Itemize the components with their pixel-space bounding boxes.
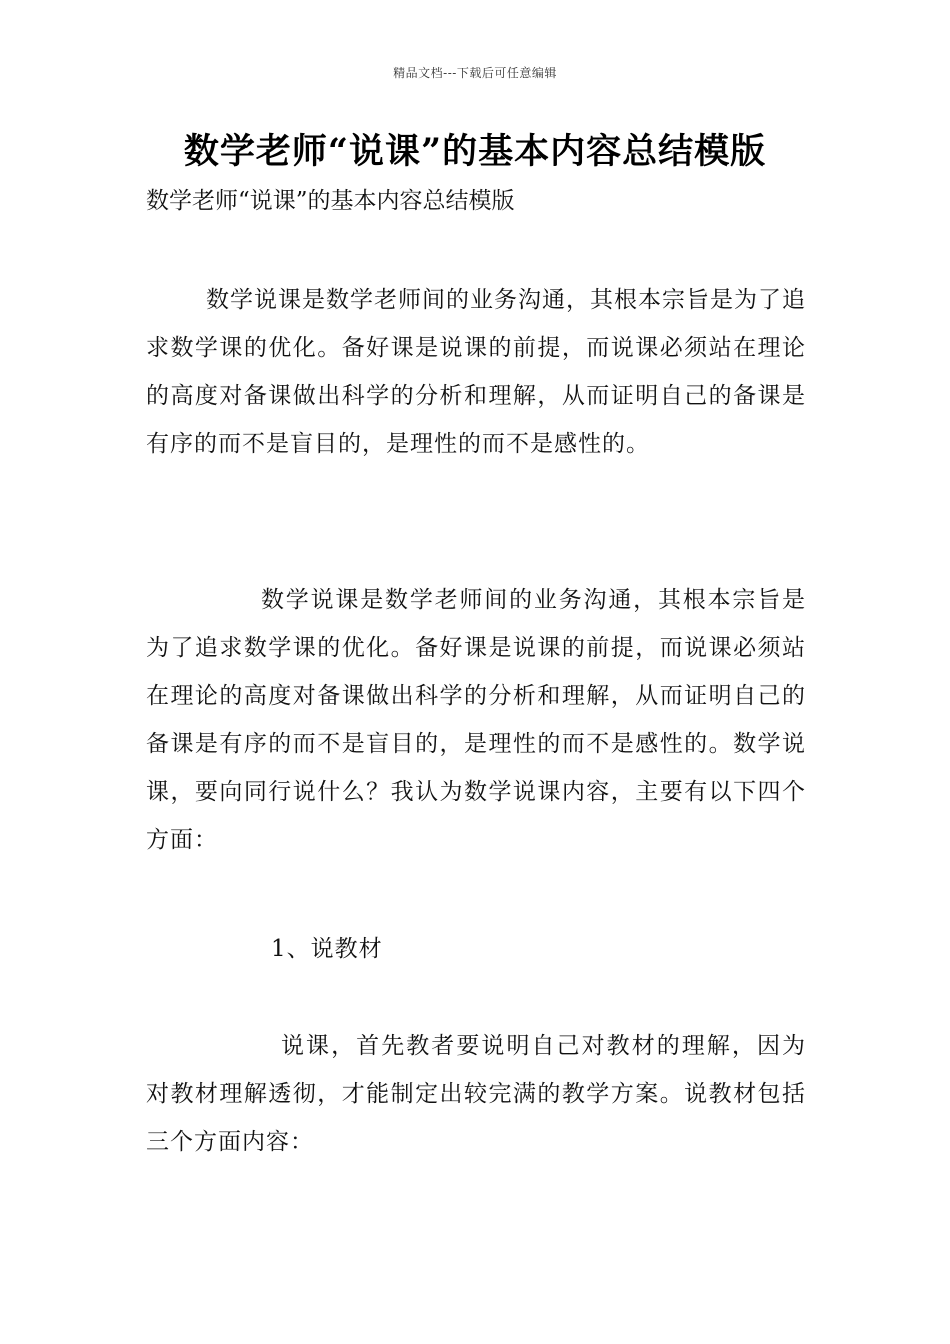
document-title: 数学老师“说课”的基本内容总结模版: [183, 131, 767, 172]
page-header: 精品文档---下载后可任意编辑: [393, 66, 557, 80]
section-heading-textbook: 1、说教材: [271, 936, 383, 962]
paragraph-textbook: 说课，首先教者要说明自己对教材的理解，因为对教材理解透彻，才能制定出较完满的教学方案。说教材包括三个方面内容：: [146, 1033, 806, 1155]
paragraph-intro: 数学说课是数学老师间的业务沟通，其根本宗旨是为了追求数学课的优化。备好课是说课的前提，而说课必须站在理论的高度对备课做出科学的分析和理解，从而证明自己的备课是有序的而不是盲目的，是理性的而不是感性的。: [146, 287, 806, 457]
document-subtitle: 数学老师“说课”的基本内容总结模版: [146, 188, 515, 214]
paragraph-overview: 数学说课是数学老师间的业务沟通，其根本宗旨是为了追求数学课的优化。备好课是说课的前提，而说课必须站在理论的高度对备课做出科学的分析和理解，从而证明自己的备课是有序的而不是盲目的，是理性的而不是感性的。数学说课，要向同行说什么？我认为数学说课内容，主要有以下四个方面：: [146, 587, 806, 853]
